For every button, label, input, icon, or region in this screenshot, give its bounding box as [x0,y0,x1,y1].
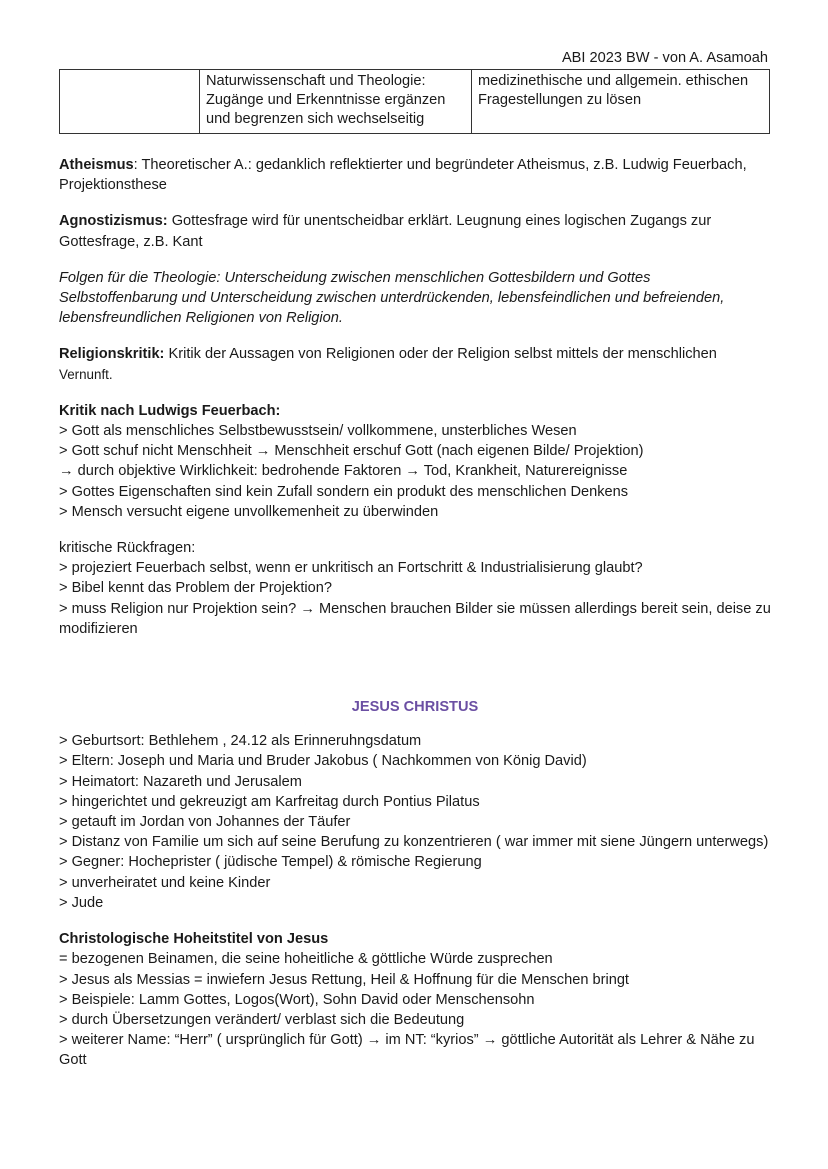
list-item: > durch Übersetzungen verändert/ verblast sich die Bedeutung [59,1011,465,1028]
list-item: > Jesus als Messias = inwiefern Jesus Rettung, Heil & Hoffnung für die Menschen bringt [59,971,629,988]
list-item: > Gottes Eigenschaften sind kein Zufall sondern ein produkt des menschlichen Denkens [59,483,629,500]
page-header: ABI 2023 BW - von A. Asamoah [561,50,768,66]
list-item: > Gegner: Hocheprister ( jüdische Tempel) & römische Regierung [59,854,482,871]
table-cell-1 [60,70,200,134]
religionskritik-text: Kritik der Aussagen von Religionen oder der Religion selbst mittels der menschlichen [164,346,717,363]
list-item: > Bibel kennt das Problem der Projektion? [59,580,332,597]
table-cell-2: Naturwissenschaft und Theologie: Zugänge und Erkenntnisse ergänzen und begrenzen sich wechselseitig [200,70,472,134]
top-table [59,69,770,134]
agnostizismus-term: Agnostizismus: [59,213,168,230]
religionskritik-text-end: Vernunft. [59,366,113,382]
list-item: > Heimatort: Nazareth und Jerusalem [59,773,302,790]
hoheitstitel-title: Christologische Hoheitstitel von Jesus [59,931,329,948]
list-item: → durch objektive Wirklichkeit: bedrohende Faktoren → Tod, Krankheit, Naturereignisse [59,463,628,480]
list-item: > Mensch versucht eigene unvollkemenheit zu überwinden [59,503,439,520]
religionskritik-term: Religionskritik: [59,346,165,363]
document-body [59,155,771,1071]
list-item: > Beispiele: Lamm Gottes, Logos(Wort), Sohn David oder Menschensohn [59,991,535,1008]
list-item: > getauft im Jordan von Johannes der Täufer [59,814,351,831]
table-row [60,70,770,134]
list-item: > projeziert Feuerbach selbst, wenn er unkritisch an Fortschritt & Industrialisierung glaubt? [59,560,643,577]
agnostizismus-paragraph [59,211,771,251]
list-item: > unverheiratet und keine Kinder [59,874,271,891]
list-item: > Gott schuf nicht Menschheit → Menschheit erschuf Gott (nach eigenen Bilde/ Projektion) [59,443,644,460]
table-cell-3: medizinethische und allgemein. ethischen Fragestellungen zu lösen [472,70,770,134]
atheismus-term: Atheismus [59,157,134,173]
religionskritik-paragraph [59,344,771,384]
list-item: > Eltern: Joseph und Maria und Bruder Jakobus ( Nachkommen von König David) [59,753,587,770]
list-item: > Distanz von Familie um sich auf seine Berufung zu konzentrieren ( war immer mit siene Jüngern unterwegs) [59,834,769,851]
list-item: > muss Religion nur Projektion sein? → Menschen brauchen Bilder sie müssen allerdings bereit sein, deise zu modifizieren [59,600,771,637]
agnostizismus-text: Gottesfrage wird für unentscheidbar erklärt. Leugnung eines logischen Zugangs zur Gottesfrage, z.B. Kant [59,213,712,250]
list-item: > Jude [59,894,104,911]
rueckfragen-title: kritische Rückfragen: [59,540,196,557]
folgen-paragraph: Folgen für die Theologie: Unterscheidung zwischen menschlichen Gottesbildern und Gottes Selbstoffenbarung und Unterscheidung zwischen unterdrückenden, lebensfeindlichen und befreienden, lebensfreundlichen Religionen von Religion. [59,269,725,327]
feuerbach-title: Kritik nach Ludwigs Feuerbach: [59,402,281,419]
list-item: > hingerichtet und gekreuzigt am Karfreitag durch Pontius Pilatus [59,793,480,810]
list-item: > Gott als menschliches Selbstbewusstsein/ vollkommene, unsterbliches Wesen [59,423,577,440]
section-heading-jesus: JESUS CHRISTUS [351,699,479,716]
list-item: > weiterer Name: “Herr” ( ursprünglich für Gott) → im NT: “kyrios” → göttliche Autorität als Lehrer & Nähe zu Gott [59,1032,755,1069]
list-item: = bezogenen Beinamen, die seine hoheitliche & göttliche Würde zusprechen [59,951,553,968]
atheismus-text: : Theoretischer A.: gedanklich reflektierter und begründeter Atheismus, z.B. Ludwig Feuerbach, Projektionsthese [59,157,747,194]
list-item: > Geburtsort: Bethlehem , 24.12 als Erinneruhngsdatum [59,733,422,750]
atheismus-paragraph [59,155,771,195]
